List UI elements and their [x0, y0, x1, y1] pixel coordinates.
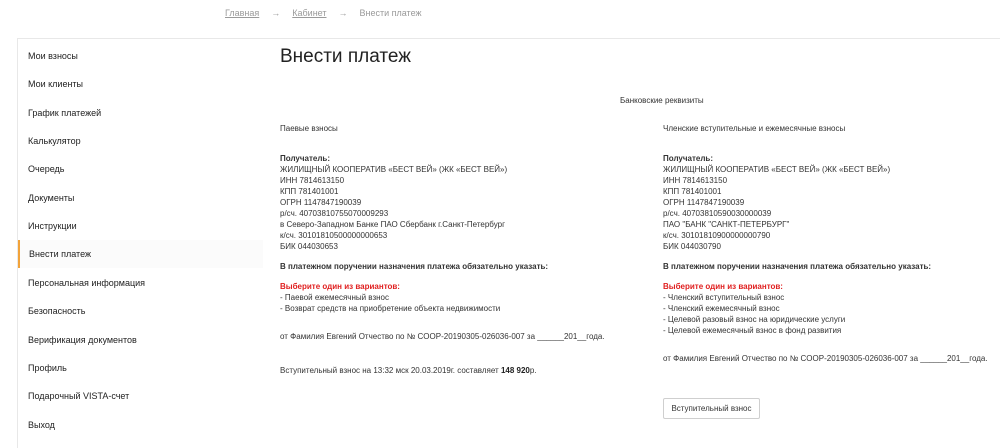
- payment-purpose-text: от Фамилия Евгений Отчество по № COOP-20190305-026036-007 за ______201__года.: [280, 332, 605, 341]
- breadcrumb-home-link[interactable]: Главная: [225, 8, 260, 18]
- page-title: Внести платеж: [280, 46, 411, 67]
- payment-option: - Членский вступительный взнос: [663, 293, 785, 302]
- sidebar-item-my-clients[interactable]: Мои клиенты: [28, 79, 84, 89]
- sidebar-item-profile[interactable]: Профиль: [28, 363, 67, 373]
- recipient-line: ПАО "БАНК "САНКТ-ПЕТЕРБУРГ": [663, 220, 790, 229]
- choose-option-label: Выберите один из вариантов:: [663, 282, 783, 291]
- recipient-line: БИК 044030653: [280, 242, 338, 251]
- recipient-line: КПП 781401001: [663, 187, 722, 196]
- content-layout: [17, 38, 1000, 448]
- sidebar-item-calculator[interactable]: Калькулятор: [28, 136, 81, 146]
- recipient-line: БИК 044030790: [663, 242, 721, 251]
- breadcrumb-separator: →: [271, 8, 281, 18]
- recipient-line: ИНН 7814613150: [280, 176, 345, 185]
- sidebar-item-queue[interactable]: Очередь: [28, 164, 65, 174]
- payment-option: - Целевой ежемесячный взнос в фонд развития: [663, 326, 842, 335]
- recipient-label: Получатель:: [663, 154, 713, 163]
- breadcrumb-separator: →: [338, 8, 348, 18]
- sidebar-item-gift-account[interactable]: Подарочный VISTA-счет: [28, 391, 130, 401]
- recipient-line: в Северо-Западном Банке ПАО Сбербанк г.Санкт-Петербург: [280, 220, 505, 229]
- payment-option: - Паевой ежемесячный взнос: [280, 293, 389, 302]
- breadcrumb-cabinet-link[interactable]: Кабинет: [292, 8, 327, 18]
- payment-option: - Возврат средств на приобретение объекта недвижимости: [280, 304, 501, 313]
- entrance-fee-total: [280, 366, 537, 375]
- recipient-label: Получатель:: [280, 154, 330, 163]
- recipient-line: ЖИЛИЩНЫЙ КООПЕРАТИВ «БЕСТ ВЕЙ» (ЖК «БЕСТ ВЕЙ»): [280, 165, 508, 174]
- payment-notice: В платежном поручении назначения платежа обязательно указать:: [663, 262, 932, 271]
- total-prefix: Вступительный взнос на 13:32 мск 20.03.2019г. составляет: [280, 366, 499, 375]
- sidebar-item-instructions[interactable]: Инструкции: [28, 221, 77, 231]
- recipient-line: КПП 781401001: [280, 187, 339, 196]
- recipient-line: ИНН 7814613150: [663, 176, 728, 185]
- column-heading: Членские вступительные и ежемесячные взносы: [663, 124, 846, 133]
- sidebar-item-security[interactable]: Безопасность: [28, 306, 86, 316]
- breadcrumb-current: Внести платеж: [359, 8, 422, 18]
- recipient-line: р/сч. 40703810590030000039: [663, 209, 772, 218]
- total-amount: 148 920: [500, 366, 530, 375]
- total-suffix: р.: [529, 366, 537, 375]
- sidebar-item-payment-schedule[interactable]: График платежей: [28, 108, 102, 118]
- sidebar-item-document-verification[interactable]: Верификация документов: [28, 335, 137, 345]
- sidebar: [18, 39, 263, 448]
- recipient-line: ОГРН 1147847190039: [663, 198, 745, 207]
- payment-purpose-text: от Фамилия Евгений Отчество по № COOP-20190305-026036-007 за ______201__года.: [663, 354, 988, 363]
- sidebar-item-logout[interactable]: Выход: [28, 420, 55, 430]
- sidebar-item-documents[interactable]: Документы: [28, 193, 75, 203]
- main-content: [280, 39, 995, 448]
- payment-notice: В платежном поручении назначения платежа обязательно указать:: [280, 262, 549, 271]
- sidebar-item-my-contributions[interactable]: Мои взносы: [28, 51, 78, 61]
- column-heading: Паевые взносы: [280, 124, 338, 133]
- payment-option: - Членский ежемесячный взнос: [663, 304, 780, 313]
- recipient-line: ЖИЛИЩНЫЙ КООПЕРАТИВ «БЕСТ ВЕЙ» (ЖК «БЕСТ ВЕЙ»): [663, 165, 891, 174]
- entrance-fee-button[interactable]: Вступительный взнос: [663, 398, 760, 419]
- share-contributions-column: [280, 123, 640, 342]
- sidebar-item-make-payment[interactable]: Внести платеж: [18, 240, 263, 268]
- membership-contributions-column: [663, 123, 998, 364]
- recipient-line: ОГРН 1147847190039: [280, 198, 362, 207]
- recipient-line: р/сч. 40703810755070009293: [280, 209, 389, 218]
- recipient-line: к/сч. 30101810500000000653: [280, 231, 388, 240]
- payment-option: - Целевой разовый взнос на юридические услуги: [663, 315, 846, 324]
- choose-option-label: Выберите один из вариантов:: [280, 282, 400, 291]
- breadcrumb: [225, 8, 422, 18]
- bank-details-title: Банковские реквизиты: [620, 96, 704, 105]
- sidebar-item-personal-info[interactable]: Персональная информация: [28, 278, 146, 288]
- recipient-line: к/сч. 30101810900000000790: [663, 231, 771, 240]
